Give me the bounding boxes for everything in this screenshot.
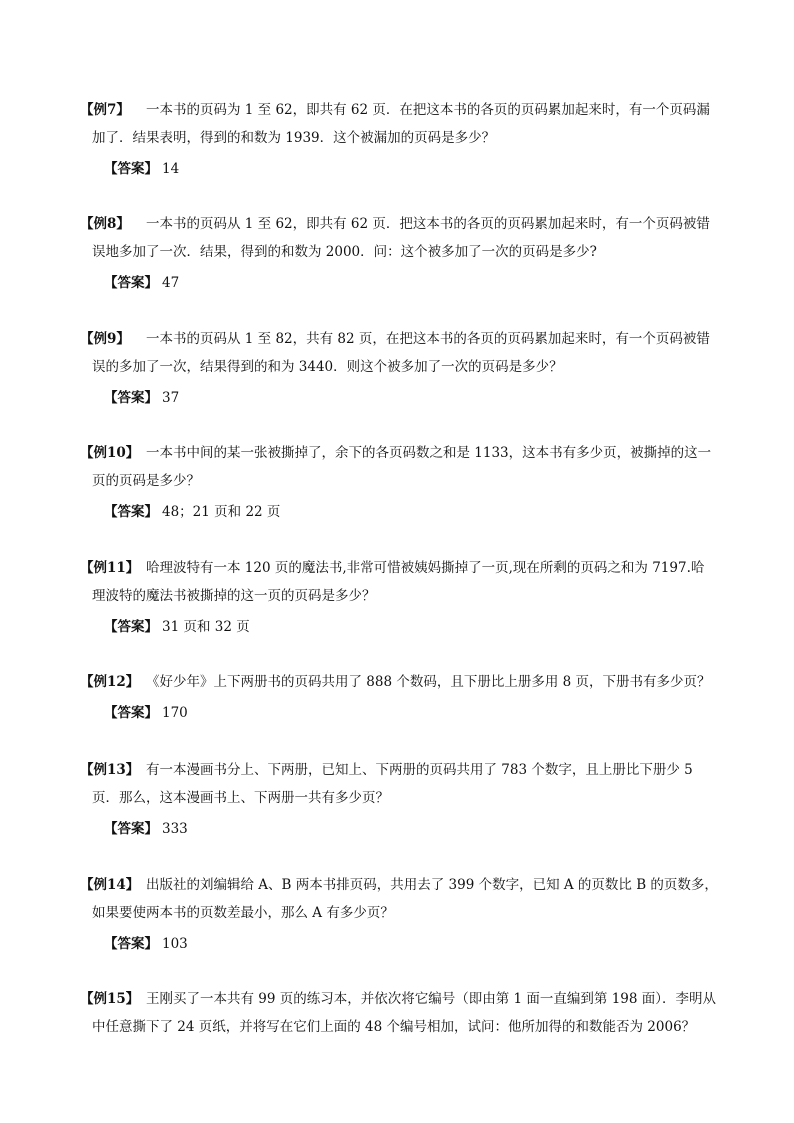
answer-value: 48；21 页和 22 页 <box>162 504 281 520</box>
answer-label: 【答案】 <box>104 705 158 721</box>
question-line: 误的多加了一次，结果得到的和为 3440．则这个被多加了一次的页码是多少？ <box>92 359 563 375</box>
answer-value: 31 页和 32 页 <box>162 619 250 635</box>
answer-label: 【答案】 <box>104 390 158 406</box>
question-line: 有一本漫画书分上、下两册，已知上、下两册的页码共用了 783 个数字，且上册比下册少 5 <box>146 762 693 778</box>
example-label: 【例11】 <box>80 560 140 576</box>
example-13 <box>80 756 730 840</box>
answer <box>80 387 730 409</box>
example-11 <box>80 554 730 638</box>
example-14 <box>80 871 730 955</box>
example-label: 【例12】 <box>80 674 140 690</box>
question-line: 一本书中间的某一张被撕掉了，余下的各页码数之和是 1133，这本书有多少页，被撕掉的这一 <box>146 445 712 461</box>
question-line: 页．那么，这本漫画书上、下两册一共有多少页？ <box>92 790 389 806</box>
example-15 <box>80 985 730 1041</box>
answer-label: 【答案】 <box>104 275 158 291</box>
answer-value: 170 <box>162 705 188 721</box>
example-9 <box>80 325 730 409</box>
question-line: 一本书的页码从 1 至 62，即共有 62 页．把这本书的各页的页码累加起来时，有一个页码被错 <box>146 216 710 232</box>
answer-label: 【答案】 <box>104 619 158 635</box>
question-line: 出版社的刘编辑给 A、B 两本书排页码，共用去了 399 个数字，已知 A 的页数比 B 的页数多， <box>146 877 718 893</box>
answer-label: 【答案】 <box>104 821 158 837</box>
question-line: 一本书的页码为 1 至 62，即共有 62 页．在把这本书的各页的页码累加起来时，有一个页码漏 <box>146 102 710 118</box>
answer-value: 37 <box>162 390 180 406</box>
answer <box>80 616 730 638</box>
example-label: 【例13】 <box>80 762 140 778</box>
example-label: 【例14】 <box>80 877 140 893</box>
example-label: 【例7】 <box>80 102 130 118</box>
answer <box>80 158 730 180</box>
question-line: 页的页码是多少？ <box>92 473 200 489</box>
example-7 <box>80 96 730 180</box>
answer-label: 【答案】 <box>104 504 158 520</box>
question-line: 一本书的页码从 1 至 82，共有 82 页，在把这本书的各页的页码累加起来时，有一个页码被错 <box>146 331 710 347</box>
question-line: 《好少年》上下两册书的页码共用了 888 个数码，且下册比上册多用 8 页，下册书有多少页？ <box>146 674 711 690</box>
answer <box>80 818 730 840</box>
question-line: 如果要使两本书的页数差最小，那么 A 有多少页？ <box>92 905 394 921</box>
example-8 <box>80 210 730 294</box>
answer-value: 103 <box>162 936 188 952</box>
answer-value: 333 <box>162 821 188 837</box>
example-label: 【例15】 <box>80 991 140 1007</box>
answer-value: 47 <box>162 275 180 291</box>
question-line: 王刚买了一本共有 99 页的练习本，并依次将它编号（即由第 1 面一直编到第 198 面）．李明从 <box>146 991 717 1007</box>
answer-label: 【答案】 <box>104 936 158 952</box>
answer <box>80 702 730 724</box>
answer-label: 【答案】 <box>104 161 158 177</box>
answer-value: 14 <box>162 161 180 177</box>
question-line: 误地多加了一次．结果，得到的和数为 2000．问：这个被多加了一次的页码是多少? <box>92 244 597 260</box>
answer <box>80 933 730 955</box>
question-line: 理波特的魔法书被撕掉的这一页的页码是多少？ <box>92 588 376 604</box>
example-label: 【例8】 <box>80 216 130 232</box>
example-12 <box>80 668 730 724</box>
question-line: 加了．结果表明，得到的和数为 1939．这个被漏加的页码是多少？ <box>92 130 496 146</box>
answer <box>80 272 730 294</box>
answer <box>80 501 730 523</box>
question-line: 哈理波特有一本 120 页的魔法书,非常可惜被姨妈撕掉了一页,现在所剩的页码之和为 7197.哈 <box>146 560 705 576</box>
example-10 <box>80 439 730 523</box>
example-label: 【例9】 <box>80 331 130 347</box>
example-label: 【例10】 <box>80 445 140 461</box>
question-line: 中任意撕下了 24 页纸，并将写在它们上面的 48 个编号相加，试问：他所加得的和数能否为 2006？ <box>92 1019 696 1035</box>
